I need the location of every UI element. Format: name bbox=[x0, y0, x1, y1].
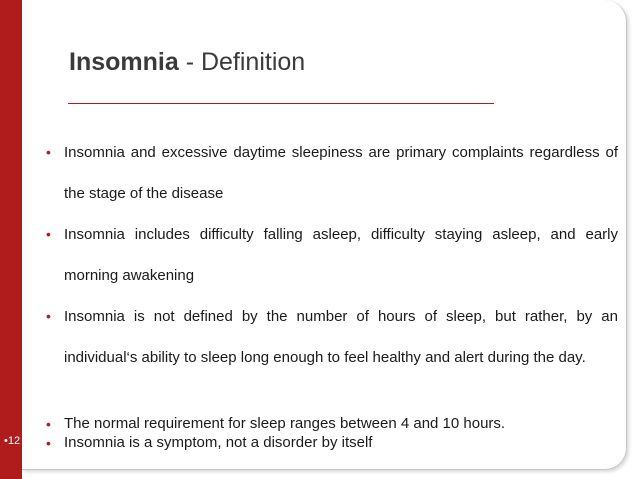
bullet-item bbox=[46, 214, 618, 296]
title-keyword: Insomnia bbox=[69, 48, 179, 76]
bullet-marker: • bbox=[46, 416, 51, 432]
title-suffix: - Definition bbox=[178, 48, 306, 76]
bullet-text: Insomnia includes difficulty falling asleep, difficulty staying asleep, and early morning awakening bbox=[64, 226, 618, 284]
bullet-marker: • bbox=[46, 435, 51, 451]
bullet-text: Insomnia and excessive daytime sleepiness are primary complaints regardless of the stage of the disease bbox=[64, 144, 618, 202]
page-number: •12 bbox=[4, 435, 21, 447]
bullet-marker: • bbox=[46, 226, 51, 242]
bullet-item bbox=[46, 296, 618, 378]
bullet-marker: • bbox=[46, 144, 51, 160]
slide-title bbox=[69, 48, 305, 77]
bullet-text: Insomnia is a symptom, not a disorder by itself bbox=[64, 434, 373, 451]
bullet-item bbox=[46, 132, 618, 214]
bullet-text: The normal requirement for sleep ranges between 4 and 10 hours. bbox=[64, 415, 506, 432]
bullet-item bbox=[46, 432, 618, 454]
title-underline bbox=[68, 103, 494, 104]
left-accent-bar bbox=[0, 0, 22, 479]
bullet-text: Insomnia is not defined by the number of hours of sleep, but rather, by an individual‘s ability to sleep long enough to feel healthy and alert during the day. bbox=[64, 308, 618, 366]
bullet-marker: • bbox=[46, 308, 51, 324]
